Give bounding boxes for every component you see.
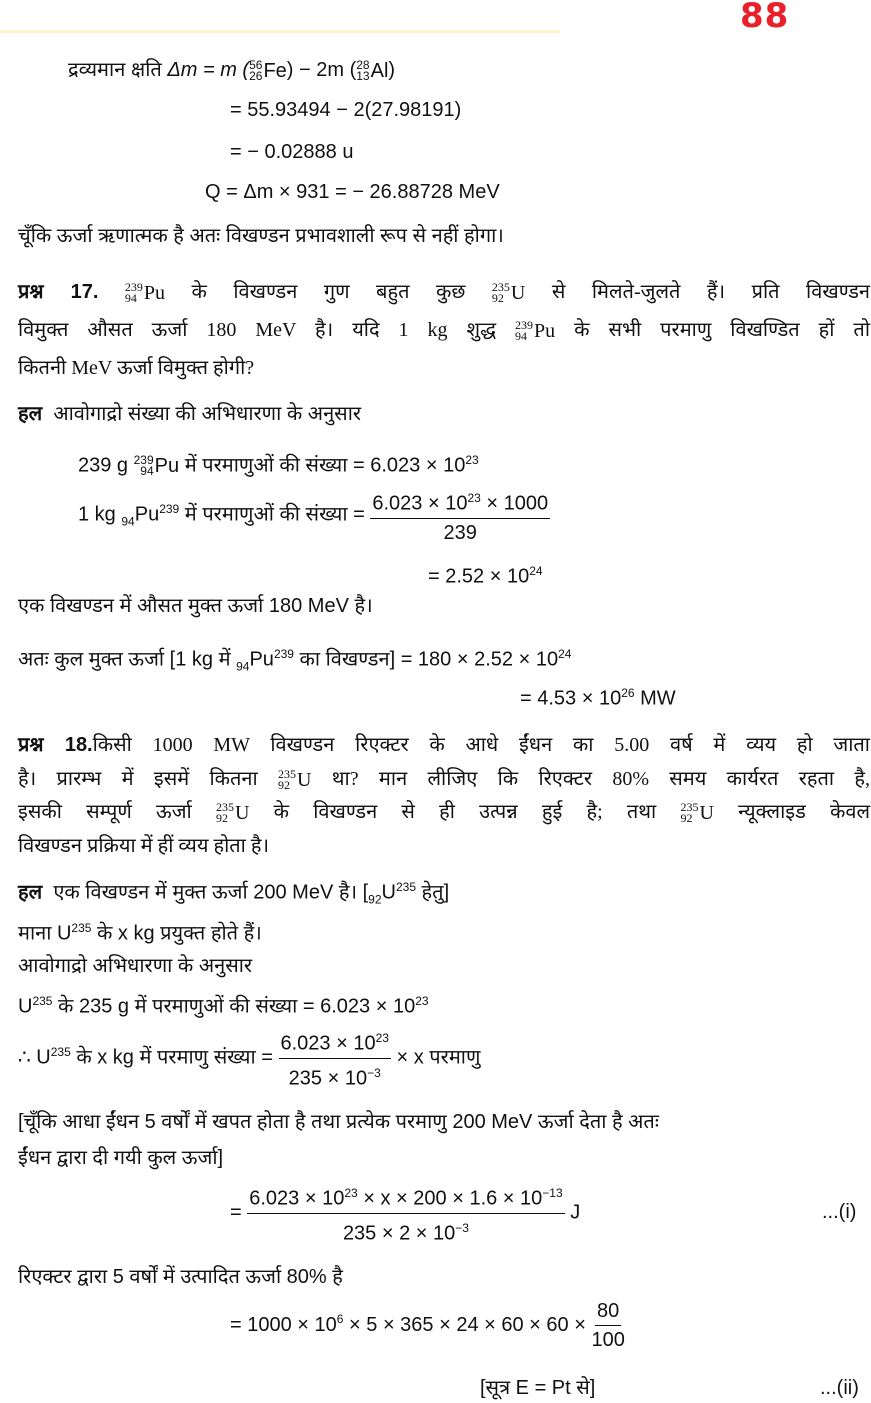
expr: ): [388, 59, 396, 81]
exponent: 23: [375, 1031, 389, 1045]
symbol: Pu: [154, 455, 180, 478]
exponent: 235: [32, 994, 53, 1008]
text: U: [18, 995, 33, 1018]
text: में परमाणुओं की संख्या =: [184, 503, 365, 526]
text: माना U: [18, 922, 72, 945]
equation-line: [78, 447, 479, 479]
exponent: 24: [558, 647, 572, 661]
text: था? मान लीजिए कि रिएक्टर 80% समय कार्यरत रहता है,: [331, 768, 871, 790]
question-17-line: [18, 317, 870, 344]
mass-number: 235: [395, 880, 416, 894]
text-line: [चूँकि आधा ईंधन 5 वर्षों में खपत होता है तथा प्रत्येक परमाणु 200 MeV ऊर्जा देता है अतः: [18, 1111, 659, 1133]
text: का विखण्डन] = 180 × 2.52 × 10: [299, 648, 559, 671]
text: 6.023 × 10: [372, 492, 468, 515]
text: 235 × 2 × 10: [342, 1222, 456, 1245]
pu-nuclide: [134, 453, 180, 479]
text: हेतु]: [416, 881, 450, 904]
page-number: 88: [740, 0, 790, 36]
solution-label: हल: [18, 403, 43, 425]
unit: J: [570, 1201, 581, 1224]
question-label: प्रश्न 18.: [18, 734, 93, 756]
text: इसकी सम्पूर्ण ऊर्जा: [18, 801, 192, 823]
text-line: रिएक्टर द्वारा 5 वर्षों में उत्पादित ऊर्जा 80% है: [18, 1266, 343, 1288]
u-nuclide: [278, 767, 311, 793]
atomic-number: 13: [356, 68, 370, 83]
text: = 1000 × 10: [230, 1313, 337, 1336]
text-line: ईंधन द्वारा दी गयी कुल ऊर्जा]: [18, 1147, 224, 1169]
text: अतः कुल मुक्त ऊर्जा [1 kg में: [18, 648, 231, 671]
text: × 1000: [480, 492, 549, 515]
q-value-line: Q = Δm × 931 = − 26.88728 MeV: [205, 181, 500, 203]
question-18-line: [18, 799, 870, 826]
equation-line: = − 0.02888 u: [230, 141, 354, 163]
exponent: 24: [529, 564, 543, 578]
atomic-number: 92: [368, 892, 382, 907]
numerator: [247, 1182, 564, 1214]
text: ∴ U: [18, 1046, 51, 1069]
u-nuclide: [492, 280, 525, 306]
atomic-number: 92: [491, 291, 504, 306]
symbol: Fe: [263, 59, 287, 82]
text: × x × 200 × 1.6 × 10: [357, 1187, 543, 1210]
text-line: [18, 915, 262, 947]
exponent: 23: [344, 1186, 358, 1200]
question-17-line: [18, 279, 870, 306]
question-18-line: [18, 766, 870, 793]
text: 1 kg: [78, 503, 116, 526]
text: के विखण्डन गुण बहुत कुछ: [191, 281, 466, 303]
text: 239 g: [78, 454, 129, 477]
text: = 4.53 × 10: [520, 687, 622, 710]
denominator: 239: [443, 521, 477, 544]
mass-number: 239: [159, 501, 180, 516]
equation-line: [78, 487, 550, 544]
symbol: Pu: [143, 282, 166, 305]
text-line: एक विखण्डन में औसत मुक्त ऊर्जा 180 MeV है।: [18, 595, 373, 617]
text: = 2.52 × 10: [428, 565, 530, 588]
question-17-line: कितनी MeV ऊर्जा विमुक्त होगी?: [18, 357, 255, 379]
symbol: Al: [370, 59, 389, 82]
al-nuclide: [356, 58, 388, 84]
question-18-line: विखण्डन प्रक्रिया में हीं व्यय होता है।: [18, 835, 270, 857]
expr: ) − 2m (: [286, 59, 357, 81]
text: आवोगाद्रो संख्या की अभिधारणा के अनुसार: [53, 403, 362, 425]
text: =: [230, 1201, 242, 1224]
text: विमुक्त औसत ऊर्जा 180 MeV है। यदि 1 kg शुद्ध: [18, 319, 497, 341]
atomic-number: 94: [124, 291, 137, 306]
symbol: U: [381, 881, 396, 904]
exponent: 26: [621, 686, 635, 700]
fraction: [279, 1027, 391, 1089]
symbol: Pu: [534, 320, 556, 343]
exponent: −3: [367, 1065, 381, 1080]
text: एक विखण्डन में मुक्त ऊर्जा 200 MeV है। [: [53, 881, 369, 904]
text: के सभी परमाणु विखण्डित हों तो: [574, 319, 871, 341]
result-line: [520, 680, 676, 712]
atomic-number: 94: [121, 514, 135, 529]
text: 6.023 × 10: [249, 1187, 345, 1210]
equation-tag: ...(ii): [820, 1377, 859, 1399]
mass-number: 235: [491, 280, 510, 295]
exponent: −3: [455, 1220, 469, 1235]
text: है। प्रारम्भ में इसमें कितना: [18, 768, 258, 790]
mass-number: 235: [680, 800, 699, 815]
text-line: आवोगाद्रो अभिधारणा के अनुसार: [18, 955, 253, 977]
equation-line: [428, 558, 543, 590]
atomic-number: 94: [140, 464, 154, 479]
text: × x परमाणु: [396, 1046, 481, 1069]
numerator: [370, 487, 550, 519]
exponent: 23: [465, 453, 479, 467]
equation-line: [230, 1300, 625, 1351]
exponent: 6: [336, 1312, 344, 1327]
equation-tag: ...(i): [822, 1201, 857, 1223]
text: न्यूक्लाइड केवल: [738, 801, 871, 823]
mass-number: 239: [273, 647, 294, 661]
symbol: U: [234, 802, 250, 825]
symbol: Pu: [134, 503, 160, 526]
denominator: [343, 1214, 469, 1245]
equation-line: [18, 1027, 480, 1089]
question-18-line: [18, 732, 870, 758]
exponent: 23: [415, 994, 429, 1008]
conclusion-text: चूँकि ऊर्जा ऋणात्मक है अतः विखण्डन प्रभावशाली रूप से नहीं होगा।: [18, 225, 504, 247]
question-label: प्रश्न 17.: [18, 281, 99, 303]
numerator: 80: [595, 1300, 621, 1326]
text: के विखण्डन से ही उत्पन्न हुई है; तथा: [273, 801, 657, 823]
solution-line: [18, 401, 361, 427]
equation-line: [18, 641, 571, 680]
symbol: U: [699, 802, 714, 825]
exponent: 235: [50, 1044, 71, 1059]
numerator: [279, 1027, 391, 1059]
atomic-number: 92: [278, 778, 291, 793]
text: में परमाणुओं की संख्या = 6.023 × 10: [184, 454, 466, 477]
u-nuclide: [216, 800, 249, 826]
atomic-number: 92: [215, 811, 228, 826]
equation-line: [230, 1182, 580, 1244]
exponent: 235: [71, 921, 92, 935]
atomic-number: 94: [236, 659, 250, 674]
label: द्रव्यमान क्षति: [68, 59, 162, 81]
atomic-number: 92: [680, 811, 693, 826]
text: से मिलते-जुलते हैं। प्रति विखण्डन: [551, 281, 871, 303]
mass-number: 239: [124, 280, 143, 295]
fraction: [370, 487, 550, 544]
formula-note: [सूत्र E = Pt से]: [480, 1377, 596, 1399]
symbol: Pu: [249, 648, 274, 671]
text: × 5 × 365 × 24 × 60 × 60 ×: [343, 1313, 586, 1336]
mass-number: 235: [278, 767, 297, 782]
mass-number: 28: [356, 57, 370, 72]
text: के 235 g में परमाणुओं की संख्या = 6.023 × 10: [52, 995, 416, 1018]
mass-number: 235: [215, 800, 234, 815]
pu-nuclide: [515, 318, 555, 344]
header-band: [0, 30, 560, 33]
unit: MW: [634, 687, 676, 710]
mass-number: 239: [133, 453, 154, 468]
text: 6.023 × 10: [280, 1032, 376, 1055]
solution-label: हल: [18, 881, 43, 904]
exponent: −13: [542, 1186, 563, 1200]
atomic-number: 26: [249, 68, 263, 83]
text: के x kg प्रयुक्त होते हैं।: [91, 922, 262, 945]
equation-line: = 55.93494 − 2(27.98191): [230, 99, 462, 121]
symbol: U: [297, 769, 312, 792]
mass-defect-line: [68, 57, 395, 84]
symbol: U: [510, 282, 526, 305]
fraction: [591, 1300, 624, 1351]
expr: Δm = m (: [167, 59, 250, 81]
atomic-number: 94: [515, 329, 528, 344]
fe-nuclide: [249, 58, 287, 84]
text: के x kg में परमाणु संख्या =: [70, 1046, 273, 1069]
pu-nuclide: [125, 280, 165, 306]
fraction: [247, 1182, 564, 1244]
solution-line: [18, 874, 449, 913]
denominator: [289, 1059, 381, 1090]
text: किसी 1000 MW विखण्डन रिएक्टर के आधे ईंधन का 5.00 वर्ष में व्यय हो जाता: [92, 734, 870, 756]
exponent: 23: [467, 491, 481, 505]
denominator: 100: [591, 1329, 625, 1351]
mass-number: 239: [515, 318, 534, 333]
u-nuclide: [680, 800, 713, 826]
text: 235 × 10: [288, 1067, 368, 1090]
mass-number: 56: [249, 57, 263, 72]
equation-line: [18, 988, 429, 1020]
